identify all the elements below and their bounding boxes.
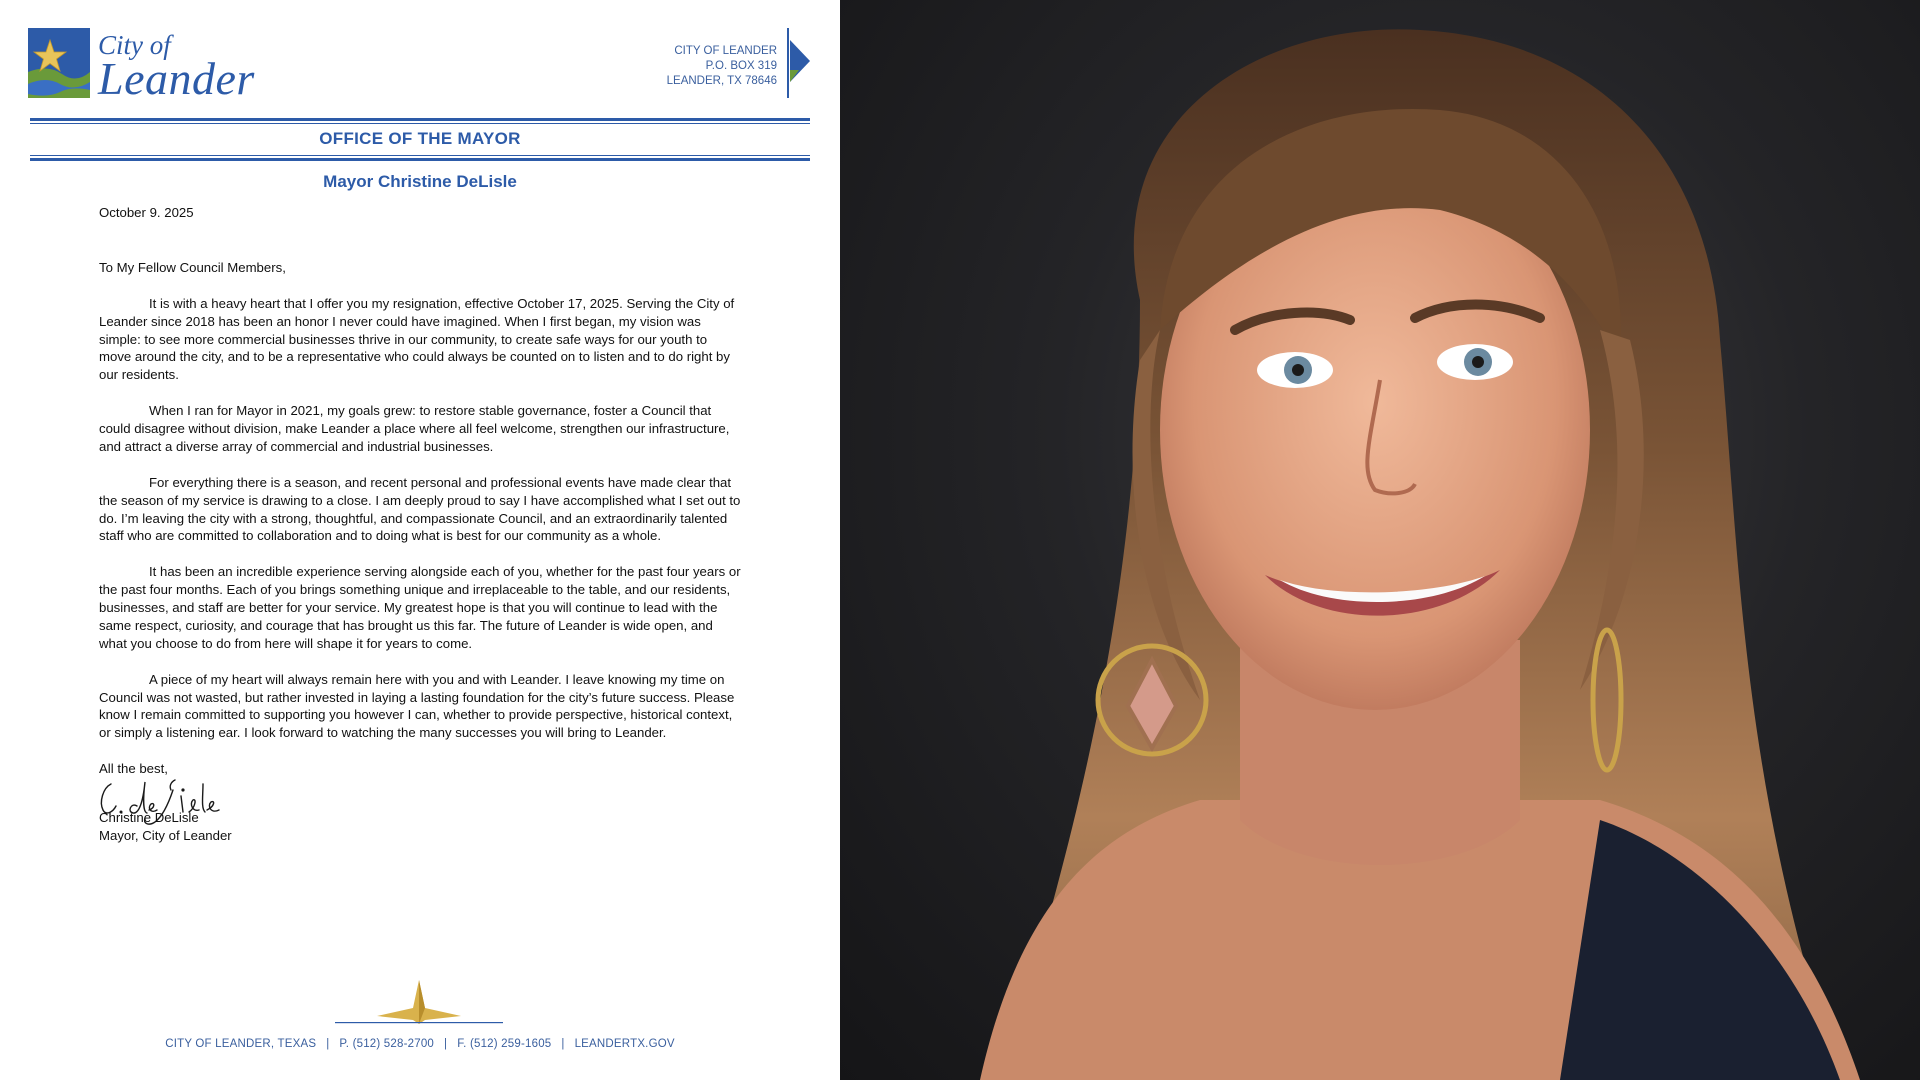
address-divider: [787, 28, 789, 98]
resignation-letter: [0, 0, 840, 1080]
letter-paragraph: It is with a heavy heart that I offer you my resignation, effective October 17, 2025. Serving the City of Leander since 2018 has been an honor I never could have imagined. When I first began, my vision was simple: to see more commercial businesses thrive in our community, to create safe ways for our youth to move around the city, and to be a representative who could always be counted on to listen and to do right by our residents.: [99, 295, 735, 383]
logo-text-city-of: City of: [98, 30, 171, 60]
address-line: LEANDER, TX 78646: [666, 75, 777, 87]
signer-name: Christine DeLisle: [99, 810, 199, 825]
header-rule-top: [30, 118, 810, 121]
mayor-name-heading: Mayor Christine DeLisle: [323, 172, 517, 191]
portrait-illustration: [840, 0, 1920, 1080]
letter-paragraph: It has been an incredible experience serving alongside each of you, whether for the past four years or the past four months. Each of you brings something unique and irreplaceable to the table, and our residents, businesses, and staff are better for your service. My greatest hope is that you will continue to lead with the same respect, curiosity, and courage that has brought us this far. The future of Leander is wide open, and what you choose to do from here will shape it for years to come.: [99, 564, 741, 651]
gold-star-icon: [335, 978, 503, 1028]
header-rule-bottom: [30, 158, 810, 161]
header-rule-bottom-thin: [30, 155, 810, 156]
header-rule-top-thin: [30, 123, 810, 124]
mayor-portrait-photo: [840, 0, 1920, 1080]
arrow-right-icon: [790, 40, 812, 82]
letter-closing: All the best,: [99, 761, 168, 777]
signer-title: Mayor, City of Leander: [99, 827, 232, 843]
address-line: P.O. BOX 319: [705, 60, 777, 72]
footer-separator: |: [326, 1038, 330, 1050]
footer-fax: F. (512) 259-1605: [457, 1038, 552, 1050]
footer-city: CITY OF LEANDER, TEXAS: [165, 1038, 317, 1050]
footer-separator: |: [561, 1038, 565, 1050]
footer-separator: |: [444, 1038, 448, 1050]
letter-date: October 9. 2025: [99, 205, 194, 220]
letter-greeting: To My Fellow Council Members,: [99, 259, 286, 275]
office-title: OFFICE OF THE MAYOR: [319, 129, 521, 148]
footer-phone: P. (512) 528-2700: [339, 1038, 435, 1050]
letter-footer: [0, 1038, 840, 1050]
letter-paragraph: A piece of my heart will always remain here with you and with Leander. I leave knowing my time on Council was not wasted, but rather invested in laying a lasting foundation for the city’s future success. Please know I remain committed to supporting you however I can, whether to provide perspective, historical context, or simply a listening ear. I look forward to watching the many successes you will bring to Leander.: [99, 671, 735, 741]
address-line: CITY OF LEANDER: [674, 45, 777, 57]
footer-website: LEANDERTX.GOV: [574, 1038, 675, 1050]
letter-body: [99, 204, 742, 845]
logo-emblem-icon: [28, 28, 90, 98]
logo-text-leander: Leander: [98, 53, 255, 104]
city-of-leander-logo: [28, 28, 255, 104]
letter-paragraph: When I ran for Mayor in 2021, my goals grew: to restore stable governance, foster a Council that could disagree without division, make Leander a place where all feel welcome, strengthen our infrastructure, and attract a diverse array of commercial and industrial businesses.: [99, 403, 730, 454]
letter-paragraph: For everything there is a season, and recent personal and professional events have made clear that the season of my service is drawing to a close. I am deeply proud to say I have accomplished what I set out to do. I’m leaving the city with a strong, thoughtful, and compassionate Council, and an extraordinarily talented staff who are committed to collaboration and to doing what is best for our community as a whole.: [99, 474, 741, 544]
letterhead-address: [667, 44, 777, 89]
